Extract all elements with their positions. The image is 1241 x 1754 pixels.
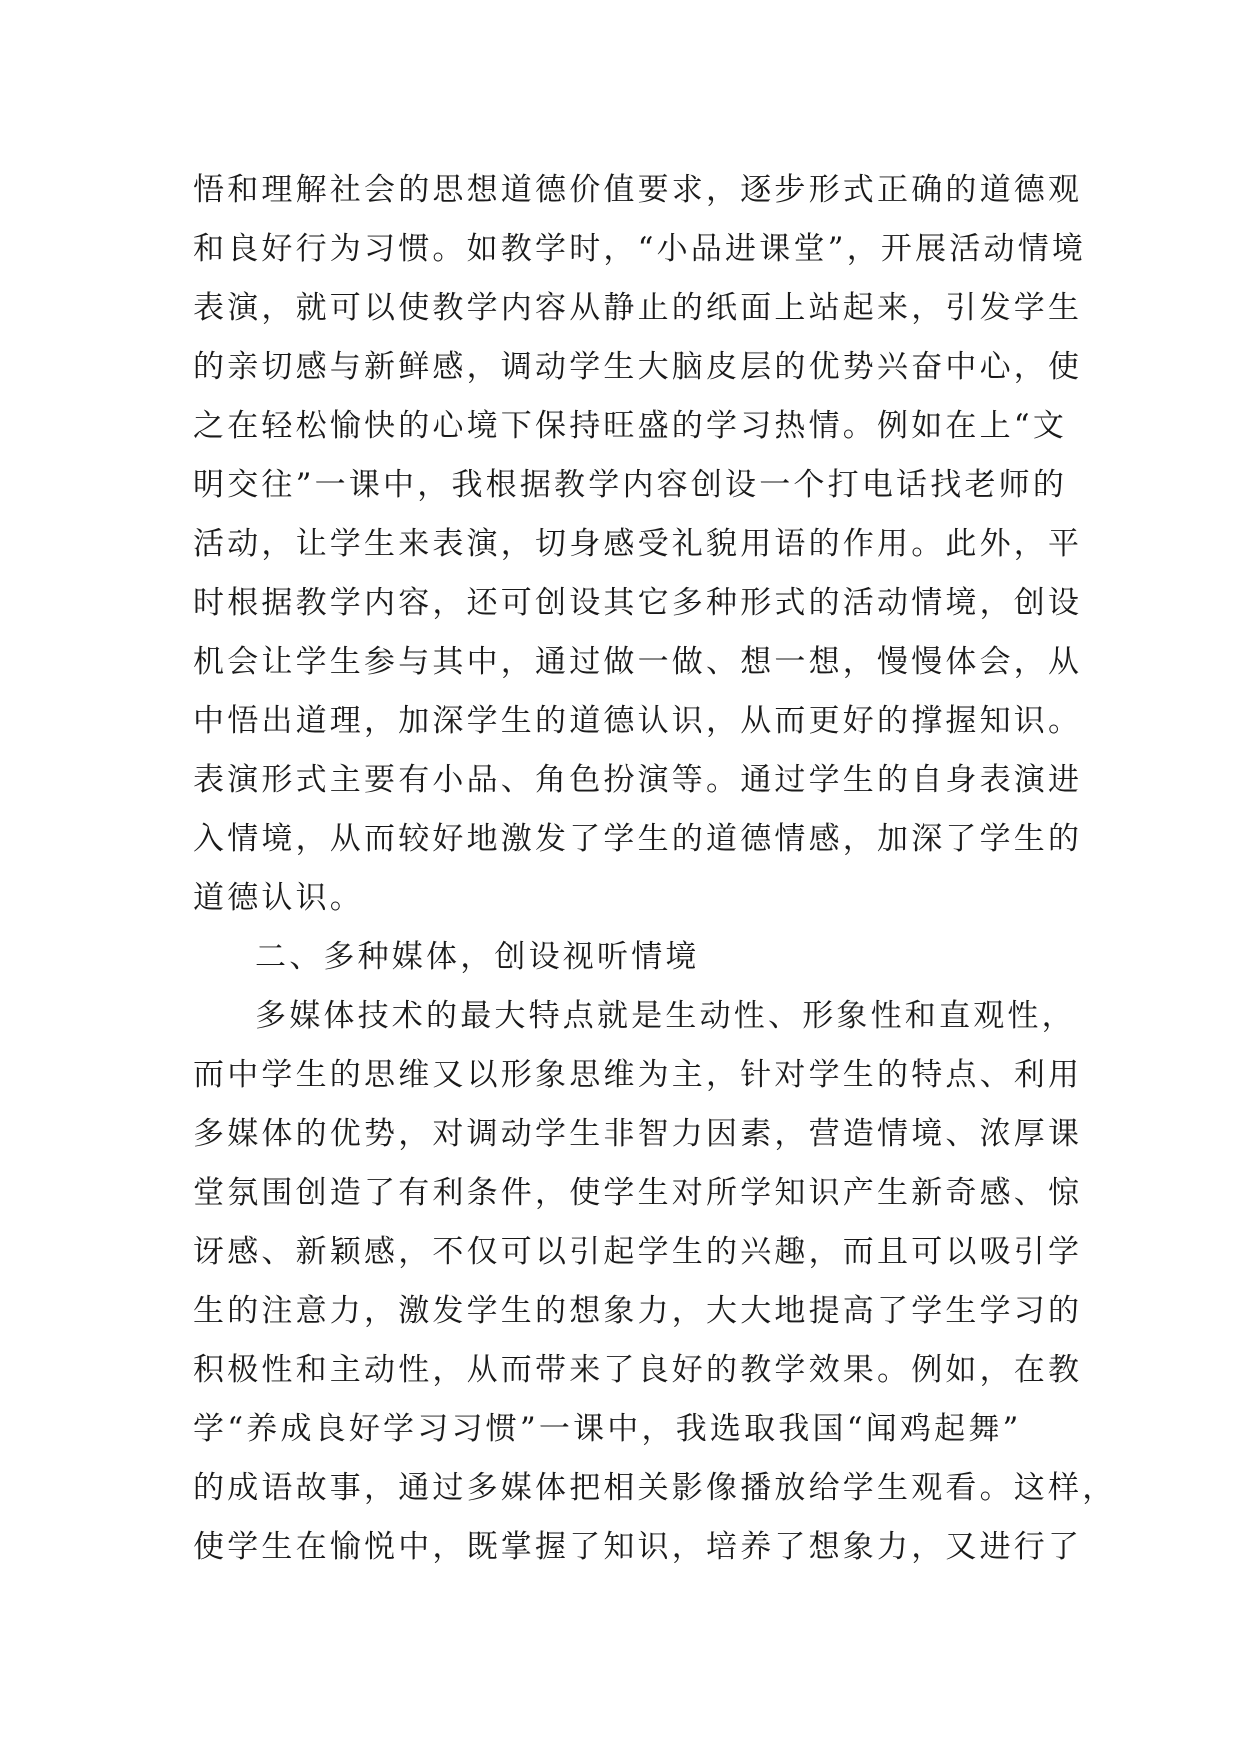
text-line: 入情境，从而较好地激发了学生的道德情感，加深了学生的 bbox=[193, 821, 1083, 857]
text-line: 讶感、新颖感，不仅可以引起学生的兴趣，而且可以吸引学 bbox=[193, 1234, 1083, 1270]
text-line: 道德认识。 bbox=[193, 880, 364, 916]
text-line: 表演形式主要有小品、角色扮演等。通过学生的自身表演进 bbox=[193, 762, 1083, 798]
text-line: 活动，让学生来表演，切身感受礼貌用语的作用。此外，平 bbox=[193, 526, 1083, 562]
text-line: 使学生在愉悦中，既掌握了知识，培养了想象力，又进行了 bbox=[193, 1529, 1083, 1565]
text-line: 堂氛围创造了有利条件，使学生对所学知识产生新奇感、惊 bbox=[193, 1175, 1083, 1211]
text-line: 的成语故事，通过多媒体把相关影像播放给学生观看。这样， bbox=[193, 1470, 1117, 1506]
text-line: 和良好行为习惯。如教学时，“小品进课堂”，开展活动情境 bbox=[193, 231, 1087, 267]
text-line: 积极性和主动性，从而带来了良好的教学效果。例如，在教 bbox=[193, 1352, 1083, 1388]
body-text bbox=[193, 161, 1117, 1577]
section-heading: 二、多种媒体，创设视听情境 bbox=[255, 939, 700, 975]
text-line: 而中学生的思维又以形象思维为主，针对学生的特点、利用 bbox=[193, 1057, 1083, 1093]
text-line: 表演，就可以使教学内容从静止的纸面上站起来，引发学生 bbox=[193, 290, 1083, 326]
text-line: 生的注意力，激发学生的想象力，大大地提高了学生学习的 bbox=[193, 1293, 1083, 1329]
text-line: 中悟出道理，加深学生的道德认识，从而更好的撑握知识。 bbox=[193, 703, 1083, 739]
text-line: 悟和理解社会的思想道德价值要求，逐步形式正确的道德观 bbox=[193, 172, 1083, 208]
text-line: 机会让学生参与其中，通过做一做、想一想，慢慢体会，从 bbox=[193, 644, 1083, 680]
text-line: 的亲切感与新鲜感，调动学生大脑皮层的优势兴奋中心，使 bbox=[193, 349, 1083, 385]
text-line: 多媒体的优势，对调动学生非智力因素，营造情境、浓厚课 bbox=[193, 1116, 1083, 1152]
text-line: 学“养成良好学习习惯”一课中，我选取我国“闻鸡起舞” bbox=[193, 1411, 1022, 1447]
text-line: 之在轻松愉快的心境下保持旺盛的学习热情。例如在上“文 bbox=[193, 408, 1068, 444]
text-line: 多媒体技术的最大特点就是生动性、形象性和直观性， bbox=[255, 998, 1076, 1034]
text-line: 明交往”一课中，我根据教学内容创设一个打电话找老师的 bbox=[193, 467, 1068, 503]
text-line: 时根据教学内容，还可创设其它多种形式的活动情境，创设 bbox=[193, 585, 1083, 621]
